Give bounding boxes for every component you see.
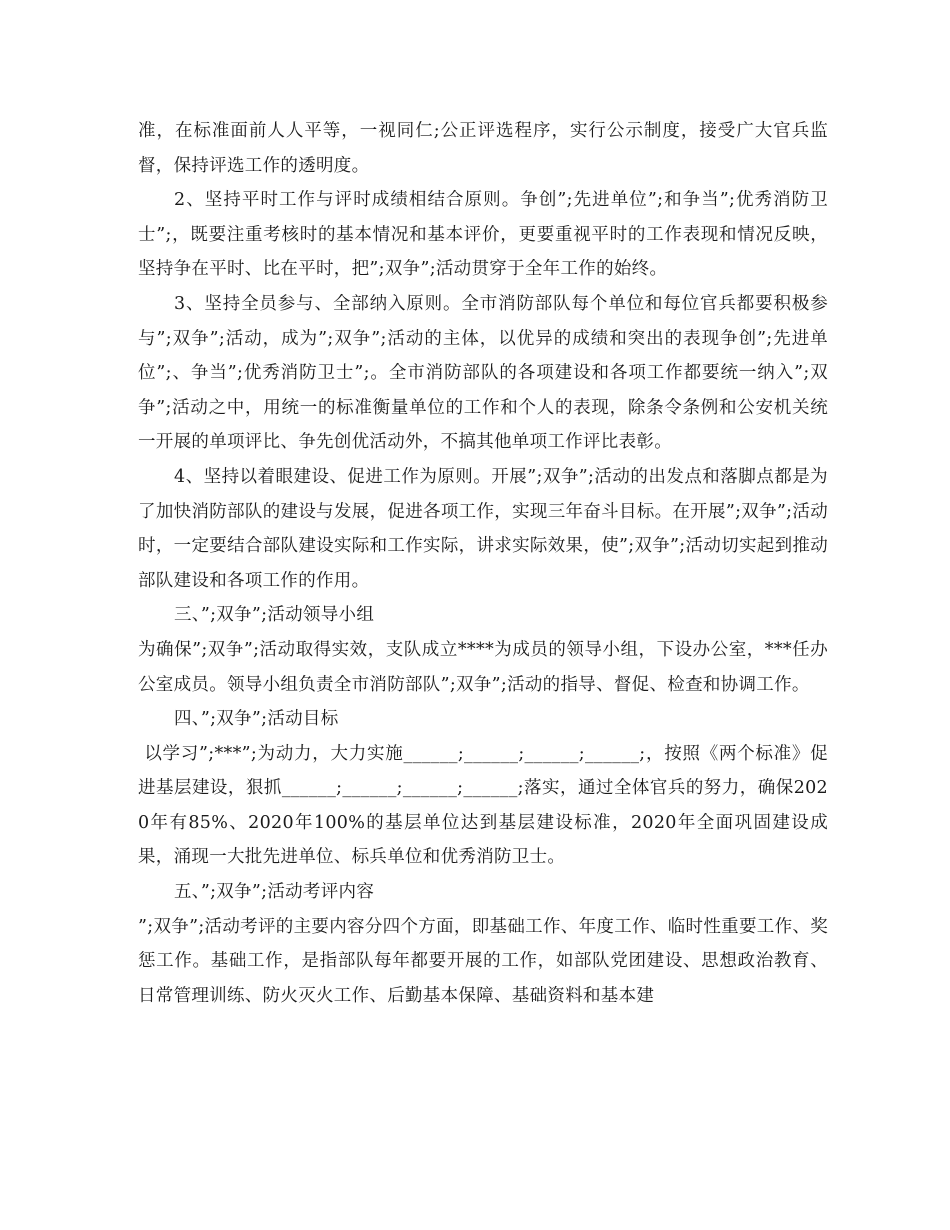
paragraph-continuation: 准，在标准面前人人平等，一视同仁;公正评选程序，实行公示制度，接受广大官兵监督，保持评选工作的透明度。 [138,121,828,176]
section-heading-3: 三、”;双争”;活动领导小组 [174,605,375,626]
document-body [138,114,828,1013]
paragraph-principle-3: 3、坚持全员参与、全部纳入原则。全市消防部队每个单位和每位官兵都要积极参与”;双争”;活动，成为”;双争”;活动的主体，以优异的成绩和突出的表现争创”;先进单位”;、争当”;优秀消防卫士”;。全市消防部队的各项建设和各项工作都要统一纳入”;双争”;活动之中，用统一的标准衡量单位的工作和个人的表现，除条令条例和公安机关统一开展的单项评比、争先创优活动外，不搞其他单项工作评比表彰。 [138,293,828,453]
paragraph-principle-2: 2、坚持平时工作与评时成绩相结合原则。争创”;先进单位”;和争当”;优秀消防卫士”;，既要注重考核时的基本情况和基本评价，更要重视平时的工作表现和情况反映，坚持争在平时、比在平时，把”;双争”;活动贯穿于全年工作的始终。 [138,190,828,280]
paragraph-leadership-group: 为确保”;双争”;活动取得实效，支队成立****为成员的领导小组，下设办公室，***任办公室成员。领导小组负责全市消防部队”;双争”;活动的指导、督促、检查和协调工作。 [138,639,828,695]
paragraph-principle-4: 4、坚持以着眼建设、促进工作为原则。开展”;双争”;活动的出发点和落脚点都是为了加快消防部队的建设与发展，促进各项工作，实现三年奋斗目标。在开展”;双争”;活动时，一定要结合部队建设实际和工作实际，讲求实际效果，使”;双争”;活动切实起到推动部队建设和各项工作的作用。 [138,466,828,591]
paragraph-activity-goals: 以学习”;***”;为动力，大力实施______;______;______;______;，按照《两个标准》促进基层建设，狠抓______;______;______;______;落实，通过全体官兵的努力，确保2020年有85%、2020年100%的基层单位达到基层建设标准，2020年全面巩固建设成果，涌现一大批先进单位、标兵单位和优秀消防卫士。 [138,743,828,868]
section-heading-5: 五、”;双争”;活动考评内容 [174,882,375,903]
paragraph-evaluation-content: ”;双争”;活动考评的主要内容分四个方面，即基础工作、年度工作、临时性重要工作、奖惩工作。基础工作，是指部队每年都要开展的工作，如部队党团建设、思想政治教育、日常管理训练、防火灭火工作、后勤基本保障、基础资料和基本建 [138,916,828,1006]
section-heading-4: 四、”;双争”;活动目标 [174,709,339,730]
